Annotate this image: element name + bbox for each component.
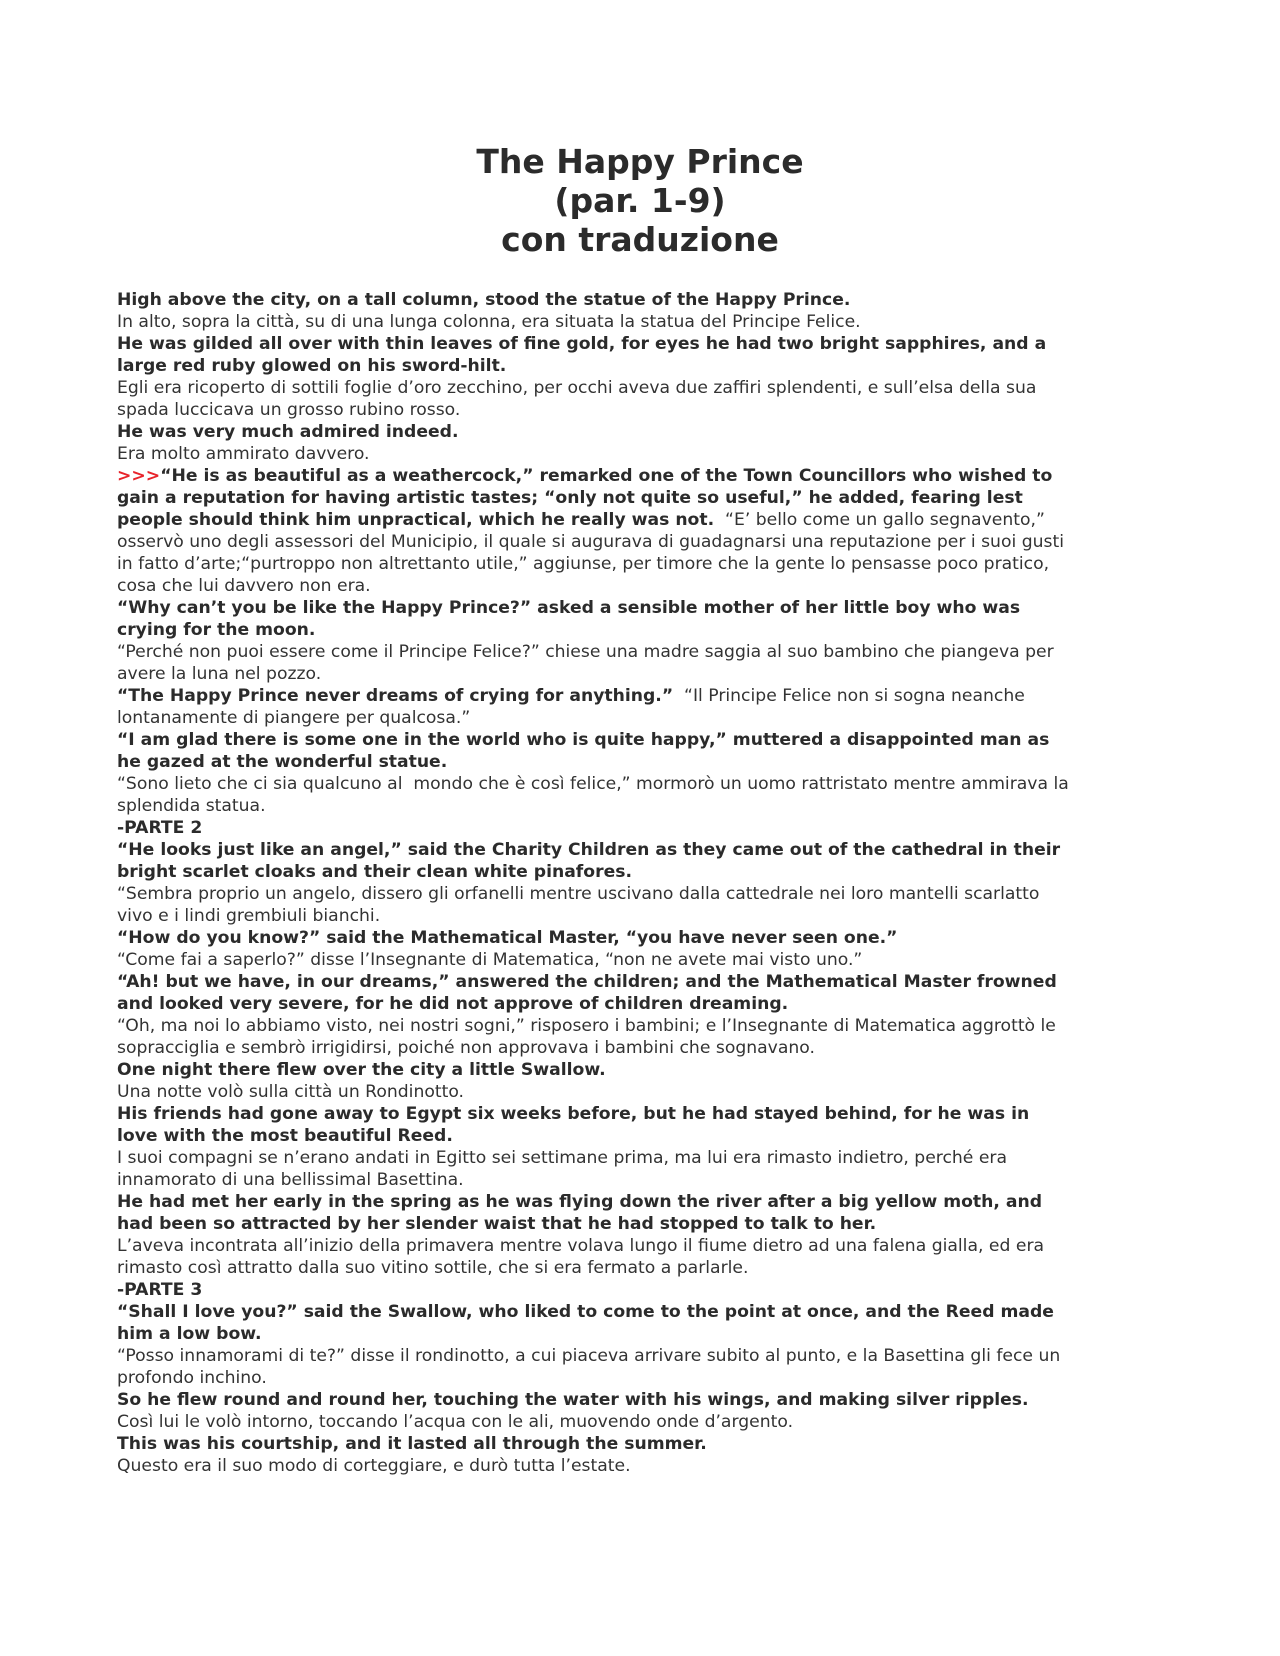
italian-line: splendida statua. bbox=[117, 796, 266, 816]
italian-line: osservò uno degli assessori del Municipio, il quale si augurava di guadagnarsi una reputazione per i suoi gusti bbox=[117, 532, 1064, 552]
english-line: large red ruby glowed on his sword-hilt. bbox=[117, 356, 507, 376]
english-text: “The Happy Prince never dreams of crying for anything.” bbox=[117, 686, 674, 706]
italian-line: “Perché non puoi essere come il Principe Felice?” chiese una madre saggia al suo bambino che piangeva per bbox=[117, 642, 1054, 662]
italian-line: L’aveva incontrata all’inizio della primavera mentre volava lungo il fiume dietro ad una falena gialla, ed era bbox=[117, 1236, 1045, 1256]
section-heading: -PARTE 3 bbox=[117, 1280, 203, 1300]
italian-line: “Come fai a saperlo?” disse l’Insegnante di Matematica, “non ne avete mai visto uno.” bbox=[117, 950, 863, 970]
italian-line: vivo e i lindi grembiuli bianchi. bbox=[117, 906, 381, 926]
english-line: crying for the moon. bbox=[117, 620, 316, 640]
italian-line: I suoi compagni se n’erano andati in Egitto sei settimane prima, ma lui era rimasto indietro, perché era bbox=[117, 1148, 1008, 1168]
english-line: love with the most beautiful Reed. bbox=[117, 1126, 453, 1146]
italian-line: profondo inchino. bbox=[117, 1368, 267, 1388]
italian-text: “E’ bello come un gallo segnavento,” bbox=[714, 510, 1045, 530]
italian-line: “Posso innamorami di te?” disse il rondinotto, a cui piaceva arrivare subito al punto, e la Basettina gli fece un bbox=[117, 1346, 1061, 1366]
english-text: “He is as beautiful as a weathercock,” remarked one of the Town Councillors who wished to bbox=[160, 466, 1053, 486]
english-line: He was very much admired indeed. bbox=[117, 422, 459, 442]
english-line: bright scarlet cloaks and their clean white pinafores. bbox=[117, 862, 632, 882]
english-line: He had met her early in the spring as he was flying down the river after a big yellow moth, and bbox=[117, 1192, 1043, 1212]
english-text: people should think him unpractical, which he really was not. bbox=[117, 510, 715, 530]
italian-line: avere la luna nel pozzo. bbox=[117, 664, 322, 684]
english-line: he gazed at the wonderful statue. bbox=[117, 752, 448, 772]
english-line: “Why can’t you be like the Happy Prince?” asked a sensible mother of her little boy who was bbox=[117, 598, 1021, 618]
mixed-line bbox=[117, 685, 1167, 707]
italian-line: lontanamente di piangere per qualcosa.” bbox=[117, 708, 471, 728]
english-line: and looked very severe, for he did not approve of children dreaming. bbox=[117, 994, 789, 1014]
english-line: gain a reputation for having artistic tastes; “only not quite so useful,” he added, fearing lest bbox=[117, 488, 1023, 508]
italian-line: “Sembra proprio un angelo, dissero gli orfanelli mentre uscivano dalla cattedrale nei loro mantelli scarlatto bbox=[117, 884, 1040, 904]
italian-line: “Oh, ma noi lo abbiamo visto, nei nostri sogni,” risposero i bambini; e l’Insegnante di Matematica aggrottò le bbox=[117, 1016, 1056, 1036]
italian-line: sopracciglia e sembrò irrigidirsi, poiché non approvava i bambini che sognavano. bbox=[117, 1038, 815, 1058]
english-line: His friends had gone away to Egypt six weeks before, but he had stayed behind, for he was in bbox=[117, 1104, 1030, 1124]
italian-text: “Il Principe Felice non si sogna neanche bbox=[673, 686, 1025, 706]
document-title bbox=[0, 142, 1280, 259]
english-line: This was his courtship, and it lasted all through the summer. bbox=[117, 1434, 707, 1454]
english-line: had been so attracted by her slender waist that he had stopped to talk to her. bbox=[117, 1214, 877, 1234]
english-line: “How do you know?” said the Mathematical Master, “you have never seen one.” bbox=[117, 928, 898, 948]
english-line: “Ah! but we have, in our dreams,” answered the children; and the Mathematical Master frowned bbox=[117, 972, 1057, 992]
italian-line: Era molto ammirato davvero. bbox=[117, 444, 370, 464]
english-line: “Shall I love you?” said the Swallow, who liked to come to the point at once, and the Reed made bbox=[117, 1302, 1054, 1322]
english-line: him a low bow. bbox=[117, 1324, 262, 1344]
english-line: High above the city, on a tall column, stood the statue of the Happy Prince. bbox=[117, 290, 851, 310]
english-line: So he flew round and round her, touching the water with his wings, and making silver ripples. bbox=[117, 1390, 1029, 1410]
english-line: “He looks just like an angel,” said the Charity Children as they came out of the cathedral in their bbox=[117, 840, 1061, 860]
mixed-line bbox=[117, 509, 1167, 531]
section-heading: -PARTE 2 bbox=[117, 818, 203, 838]
english-line: “I am glad there is some one in the world who is quite happy,” muttered a disappointed man as bbox=[117, 730, 1050, 750]
italian-line: Così lui le volò intorno, toccando l’acqua con le ali, muovendo onde d’argento. bbox=[117, 1412, 794, 1432]
italian-line: cosa che lui davvero non era. bbox=[117, 576, 371, 596]
title-line-2: (par. 1-9) bbox=[554, 181, 726, 220]
italian-line: rimasto così attratto dalla suo vitino sottile, che si era fermato a parlarle. bbox=[117, 1258, 749, 1278]
english-line: One night there flew over the city a little Swallow. bbox=[117, 1060, 606, 1080]
italian-line: in fatto d’arte;“purtroppo non altrettanto utile,” aggiunse, per timore che la gente lo pensasse poco pratico, bbox=[117, 554, 1050, 574]
italian-line: spada luccicava un grosso rubino rosso. bbox=[117, 400, 461, 420]
italian-line: “Sono lieto che ci sia qualcuno al mondo che è così felice,” mormorò un uomo rattristato mentre ammirava la bbox=[117, 774, 1069, 794]
italian-line: In alto, sopra la città, su di una lunga colonna, era situata la statua del Principe Felice. bbox=[117, 312, 861, 332]
italian-line: Una notte volò sulla città un Rondinotto. bbox=[117, 1082, 465, 1102]
document-body bbox=[117, 289, 1167, 1477]
title-line-3: con traduzione bbox=[501, 220, 779, 259]
english-line: He was gilded all over with thin leaves of fine gold, for eyes he had two bright sapphires, and a bbox=[117, 334, 1047, 354]
italian-line: Questo era il suo modo di corteggiare, e durò tutta l’estate. bbox=[117, 1456, 631, 1476]
english-line bbox=[117, 465, 1167, 487]
italian-line: innamorato di una bellissimal Basettina. bbox=[117, 1170, 464, 1190]
italian-line: Egli era ricoperto di sottili foglie d’oro zecchino, per occhi aveva due zaffiri splendenti, e sull’elsa della sua bbox=[117, 378, 1037, 398]
marker-arrows: >>> bbox=[117, 466, 161, 486]
title-line-1: The Happy Prince bbox=[476, 142, 804, 181]
